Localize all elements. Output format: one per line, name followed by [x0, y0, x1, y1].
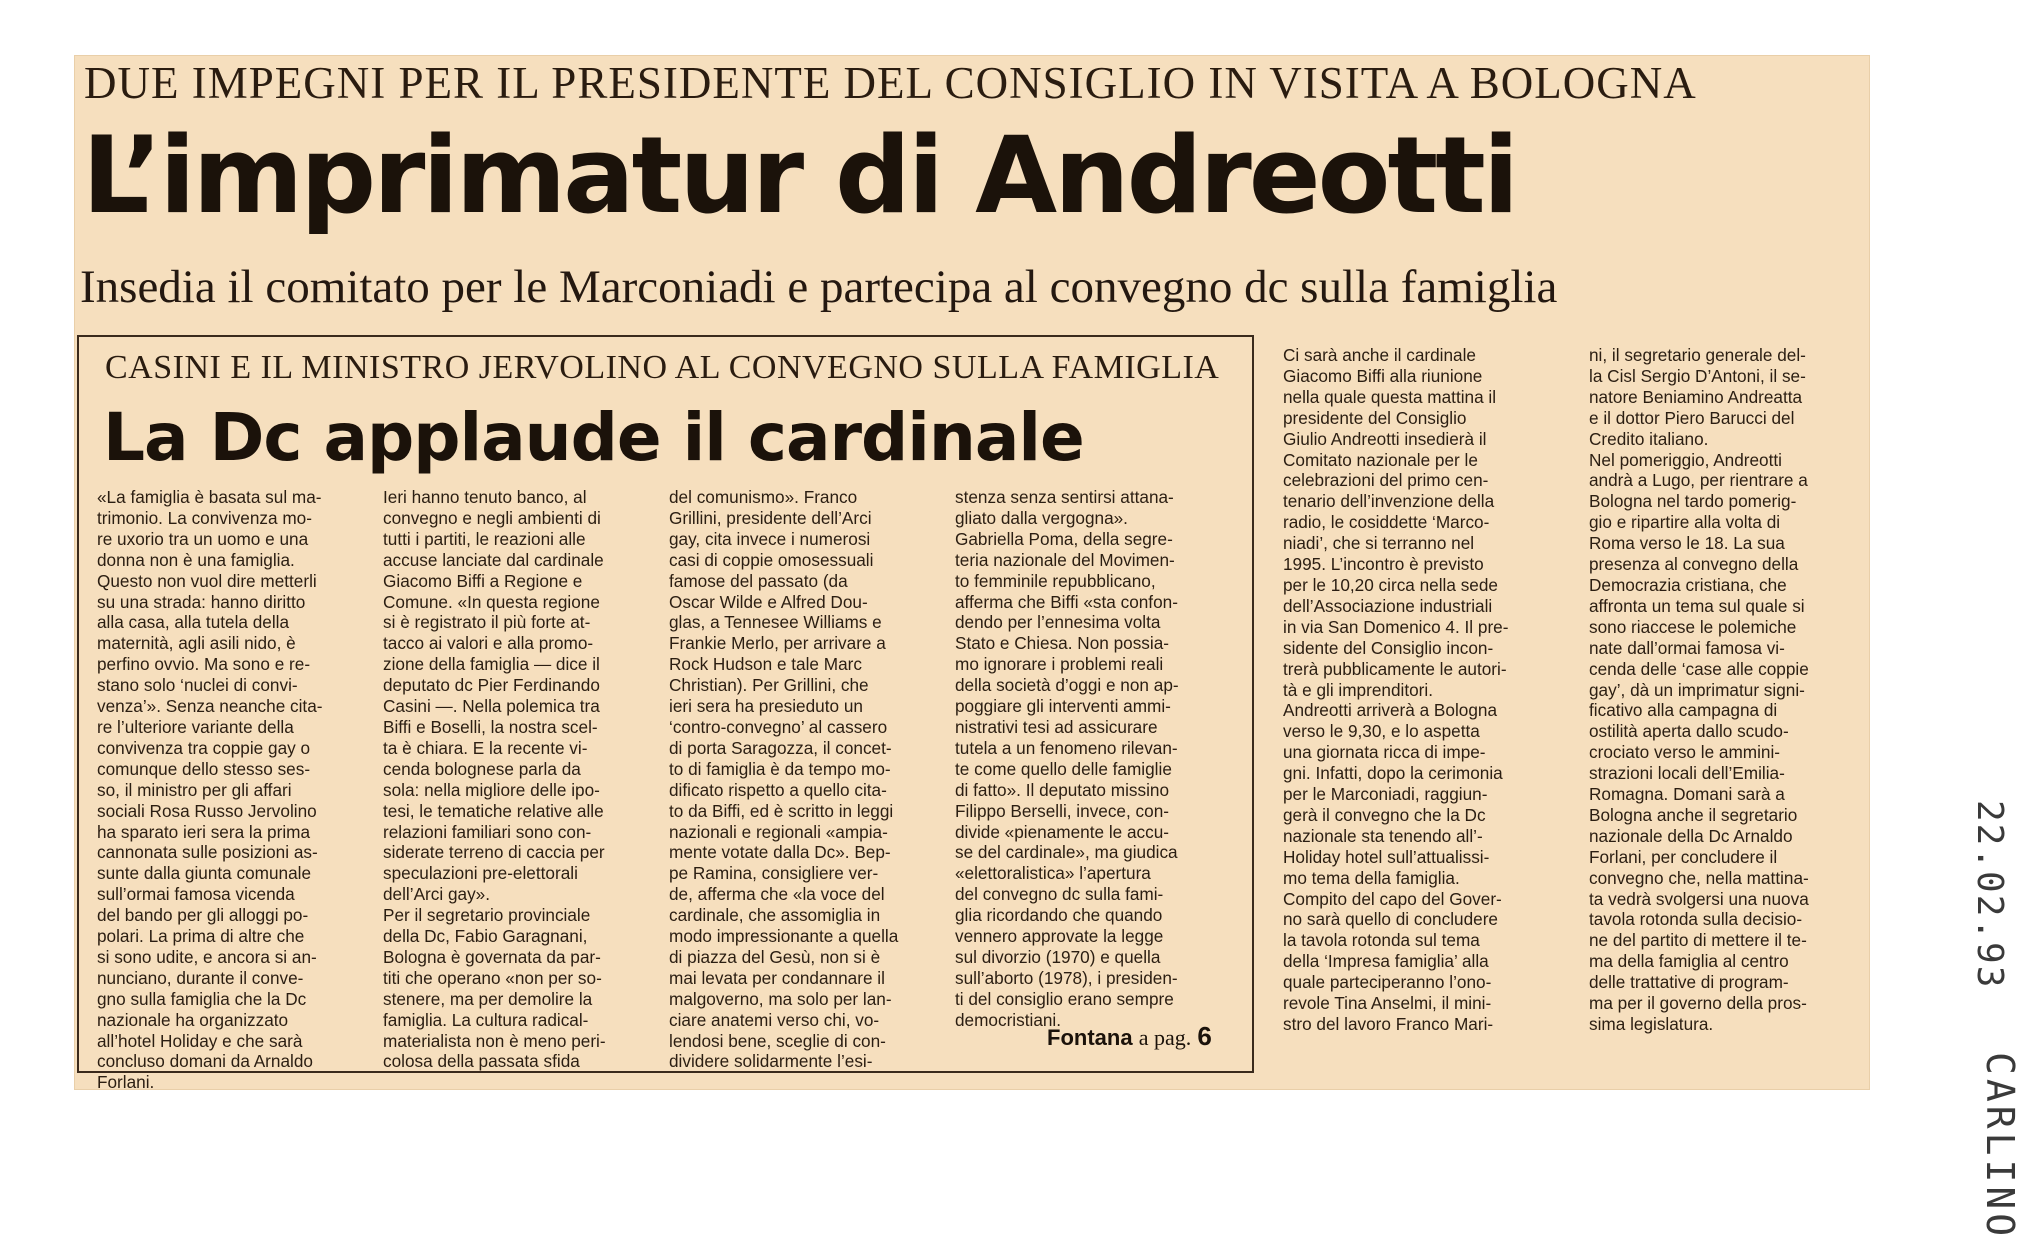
- sidebar-headline: La Dc applaude il cardinale: [103, 399, 1084, 476]
- sidebar-kicker: CASINI E IL MINISTRO JERVOLINO AL CONVEGNO SULLA FAMIGLIA: [105, 349, 1220, 386]
- article-headline: L’imprimatur di Andreotti: [82, 114, 1517, 237]
- handwritten-date: 22.02.93: [1969, 800, 2010, 990]
- source-page-number: 6: [1197, 1021, 1212, 1051]
- article-column-2: ni, il segretario generale del- la Cisl Sergio D’Antoni, il se- natore Beniamino Andreatta e il dottor Piero Barucci del Credito italiano. Nel pomeriggio, Andreotti andrà a Lugo, per rientrare a Bologna nel tardo pomerig- gio e ripartire alla volta di Roma verso le 18. La sua presenza al convegno della Democrazia cristiana, che affronta un tema sul quale si sono riaccese le polemiche nate dall’ormai famosa vi- cenda delle ‘case alle coppie gay’, dà un imprimatur signi- ficativo alla campagna di ostilità aperta dallo scudo- crociato verso le ammini- strazioni locali dell’Emilia- Romagna. Domani sarà a Bologna anche il segretario nazionale della Dc Arnaldo Forlani, per concludere il convegno che, nella mattina- ta vedrà svolgersi una nuova tavola rotonda sulla decisio- ne del partito di mettere il te- ma della famiglia al centro delle trattative di program- ma per il governo della pros- sima legislatura.: [1589, 345, 1809, 1034]
- article-kicker: DUE IMPEGNI PER IL PRESIDENTE DEL CONSIGLIO IN VISITA A BOLOGNA: [84, 58, 1697, 108]
- sidebar-column-1: «La famiglia è basata sul ma- trimonio. La convivenza mo- re uxorio tra un uomo e una donna non è una famiglia. Questo non vuol dire metterli su una strada: hanno diritto alla casa, alla tutela della maternità, agli asili nido, è perfino ovvio. Ma sono e re- stano solo ‘nuclei di convi- venza’». Senza neanche cita- re l’ulteriore variante della convivenza tra coppie gay o comunque dello stesso ses- so, il ministro per gli affari sociali Rosa Russo Jervolino ha sparato ieri sera la prima cannonata sulle posizioni as- sunte dalla giunta comunale sull’ormai famosa vicenda del bando per gli alloggi po- polari. La prima di altre che si sono udite, e ancora si an- nunciano, durante il conve- gno sulla famiglia che la Dc nazionale ha organizzato all’hotel Holiday e che sarà concluso domani da Arnaldo Forlani.: [97, 487, 323, 1093]
- source-credit: [1047, 1021, 1212, 1052]
- article-column-1: Ci sarà anche il cardinale Giacomo Biffi alla riunione nella quale questa mattina il presidente del Consiglio Giulio Andreotti insedierà il Comitato nazionale per le celebrazioni del primo cen- tenario dell’invenzione della radio, le cosiddette ‘Marco- niadi’, che si terranno nel 1995. L’incontro è previsto per le 10,20 circa nella sede dell’Associazione industriali in via San Domenico 4. Il pre- sidente del Consiglio incon- trerà pubblicamente le autori- tà e gli imprenditori. Andreotti arriverà a Bologna verso le 9,30, e lo aspetta una giornata ricca di impe- gni. Infatti, dopo la cerimonia per le Marconiadi, raggiun- gerà il convegno che la Dc nazionale sta tenendo all’- Holiday hotel sull’attualissi- mo tema della famiglia. Compito del capo del Gover- no sarà quello di concludere la tavola rotonda sul tema della ‘Impresa famiglia’ alla quale parteciperanno l’ono- revole Tina Anselmi, il mini- stro del lavoro Franco Mari-: [1283, 345, 1509, 1034]
- source-page-label: a pag.: [1138, 1025, 1192, 1050]
- source-author: Fontana: [1047, 1025, 1133, 1050]
- sidebar-article-box: [77, 335, 1254, 1093]
- sidebar-column-3: del comunismo». Franco Grillini, presidente dell’Arci gay, cita invece i numerosi casi di coppie omosessuali famose del passato (da Oscar Wilde e Alfred Dou- glas, a Tennesee Williams e Frankie Merlo, per arrivare a Rock Hudson e tale Marc Christian). Per Grillini, che ieri sera ha presieduto un ‘contro-convegno’ al cassero di porta Saragozza, il concet- to di famiglia è da tempo mo- dificato rispetto a quello cita- to da Biffi, ed è scritto in leggi nazionali e regionali «ampia- mente votate dalla Dc». Bep- pe Ramina, consigliere ver- de, afferma che «la voce del cardinale, che assomiglia in modo impressionante a quella di piazza del Gesù, non si è mai levata per condannare il malgoverno, ma solo per lan- ciare anatemi verso chi, vo- lendosi bene, sceglie di con- dividere solidarmente l’esi-: [669, 487, 899, 1072]
- handwritten-source: CARLINO: [1978, 1052, 2022, 1241]
- newspaper-clipping: [74, 55, 1870, 1093]
- sidebar-column-2: Ieri hanno tenuto banco, al convegno e negli ambienti di tutti i partiti, le reazioni alle accuse lanciate dal cardinale Giacomo Biffi a Regione e Comune. «In questa regione si è registrato il più forte at- tacco ai valori e alla promo- zione della famiglia — dice il deputato dc Pier Ferdinando Casini —. Nella polemica tra Biffi e Boselli, la nostra scel- ta è chiara. E la recente vi- cenda bolognese parla da sola: nella migliore delle ipo- tesi, le tematiche relative alle relazioni familiari sono con- siderate terreno di caccia per speculazioni pre-elettorali dell’Arci gay». Per il segretario provinciale della Dc, Fabio Garagnani, Bologna è governata da par- titi che operano «non per so- stenere, ma per demolire la famiglia. La cultura radical- materialista non è meno peri- colosa della passata sfida: [383, 487, 606, 1072]
- sidebar-column-4: stenza senza sentirsi attana- gliato dalla vergogna». Gabriella Poma, della segre- teria nazionale del Movimen- to femminile repubblicano, afferma che Biffi «sta confon- dendo per l’ennesima volta Stato e Chiesa. Non possia- mo ignorare i problemi reali della società d’oggi e non ap- poggiare gli interventi ammi- nistrativi tesi ad assicurare tutela a un fenomeno rilevan- te come quello delle famiglie di fatto». Il deputato missino Filippo Berselli, invece, con- divide «pienamente le accu- se del cardinale», ma giudica «elettoralistica» l’apertura del convegno dc sulla fami- glia ricordando che quando vennero approvate la legge sul divorzio (1970) e quella sull’aborto (1978), i presiden- ti del consiglio erano sempre democristiani.: [955, 487, 1179, 1030]
- article-subhead: Insedia il comitato per le Marconiadi e partecipa al convegno dc sulla famiglia: [80, 261, 1558, 313]
